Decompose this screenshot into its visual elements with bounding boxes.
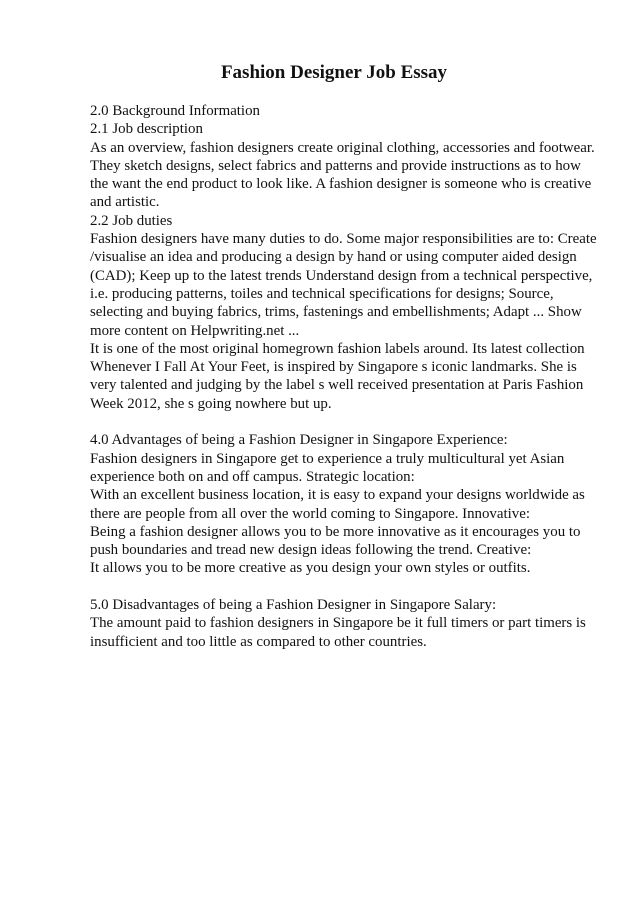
text-line: experience both on and off campus. Strategic location:: [90, 468, 415, 485]
text-line: Whenever I Fall At Your Feet, is inspired by Singapore s iconic landmarks. She is: [90, 359, 577, 376]
text-line: With an excellent business location, it is easy to expand your designs worldwide as: [90, 487, 585, 504]
text-line: Being a fashion designer allows you to be more innovative as it encourages you to: [90, 523, 581, 540]
text-line: there are people from all over the world coming to Singapore. Innovative:: [90, 505, 530, 522]
text-line: i.e. producing patterns, toiles and technical specifications for designs; Source,: [90, 285, 554, 302]
text-line: insufficient and too little as compared to other countries.: [90, 633, 427, 650]
document-body: [90, 102, 597, 651]
text-line: selecting and buying fabrics, trims, fastenings and embellishments; Adapt ... Show: [90, 304, 582, 321]
text-line: very talented and judging by the label s well received presentation at Paris Fashion: [90, 377, 584, 394]
document-title: Fashion Designer Job Essay: [220, 62, 448, 83]
text-line: 2.2 Job duties: [90, 212, 173, 229]
text-line: 5.0 Disadvantages of being a Fashion Designer in Singapore Salary:: [90, 597, 497, 614]
text-line: Fashion designers have many duties to do. Some major responsibilities are to: Create: [90, 231, 597, 248]
text-line: 4.0 Advantages of being a Fashion Designer in Singapore Experience:: [90, 432, 508, 449]
text-line: Fashion designers in Singapore get to experience a truly multicultural yet Asian: [90, 450, 565, 467]
text-line: As an overview, fashion designers create original clothing, accessories and footwear.: [90, 139, 595, 156]
text-line: It is one of the most original homegrown fashion labels around. Its latest collection: [90, 340, 585, 357]
text-line: (CAD); Keep up to the latest trends Understand design from a technical perspective,: [90, 267, 593, 284]
text-line: push boundaries and tread new design ideas following the trend. Creative:: [90, 542, 532, 559]
text-line: They sketch designs, select fabrics and patterns and provide instructions as to how: [90, 157, 581, 174]
text-line: /visualise an idea and producing a design by hand or using computer aided design: [90, 249, 577, 266]
text-line: Week 2012, she s going nowhere but up.: [90, 395, 332, 412]
text-line: The amount paid to fashion designers in Singapore be it full timers or part timers is: [90, 615, 586, 632]
text-line: 2.1 Job description: [90, 121, 203, 138]
text-line: more content on Helpwriting.net ...: [90, 322, 300, 339]
text-line: 2.0 Background Information: [90, 103, 260, 119]
text-line: It allows you to be more creative as you design your own styles or outfits.: [90, 560, 531, 577]
blank-line: [90, 578, 588, 596]
blank-line: [90, 413, 588, 431]
text-line: and artistic.: [90, 194, 160, 211]
text-line: the want the end product to look like. A fashion designer is someone who is creative: [90, 176, 592, 193]
